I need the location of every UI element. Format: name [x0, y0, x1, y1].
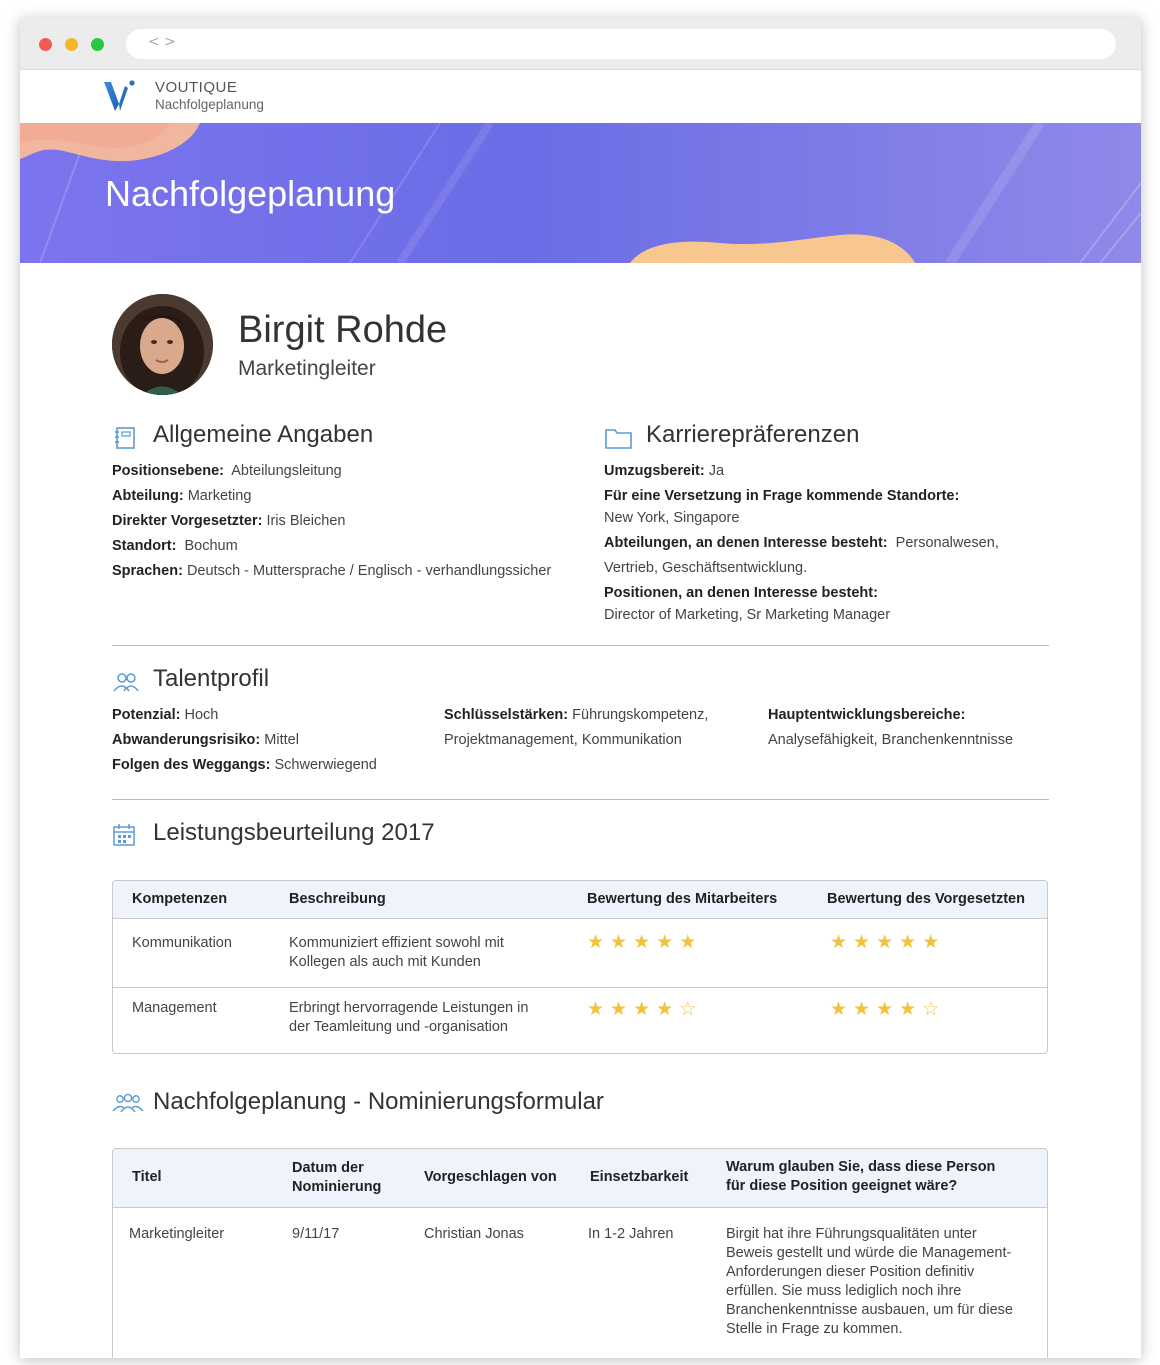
- field-attrition-risk: Abwanderungsrisiko: Mittel: [112, 732, 299, 748]
- close-window-button[interactable]: [39, 38, 52, 51]
- star-filled-icon: ★: [610, 931, 628, 953]
- employee-name: Birgit Rohde: [238, 309, 448, 351]
- field-development-label: Hauptentwicklungsbereiche:: [768, 707, 966, 723]
- star-filled-icon: ★: [830, 998, 848, 1020]
- description-cell: Kommuniziert effizient sowohl mit: [289, 935, 504, 951]
- nomination-readiness-cell: In 1-2 Jahren: [588, 1226, 674, 1242]
- field-relocation: Umzugsbereit: Ja: [604, 463, 725, 479]
- column-header-date: Datum der: [292, 1160, 364, 1176]
- address-bar[interactable]: [126, 29, 1116, 59]
- competency-cell: Kommunikation: [132, 935, 232, 951]
- nomination-table: [112, 1148, 1048, 1358]
- star-filled-icon: ★: [656, 998, 674, 1020]
- star-filled-icon: ★: [610, 998, 628, 1020]
- field-positions-value: Director of Marketing, Sr Marketing Manager: [604, 607, 891, 623]
- employee-rating-stars: [587, 933, 696, 952]
- profile-photo: [112, 294, 213, 395]
- field-position-level: Positionsebene: Abteilungsleitung: [112, 463, 342, 479]
- star-empty-icon: ☆: [679, 998, 697, 1020]
- star-filled-icon: ★: [633, 931, 651, 953]
- field-potential: Potenzial: Hoch: [112, 707, 219, 723]
- performance-review-heading: Leistungsbeurteilung 2017: [153, 819, 435, 846]
- star-filled-icon: ★: [679, 931, 697, 953]
- talent-profile-heading: Talentprofil: [153, 665, 270, 692]
- star-filled-icon: ★: [587, 931, 605, 953]
- column-header-reason: Warum glauben Sie, dass diese Person: [726, 1159, 996, 1175]
- brand-header: [20, 70, 1141, 123]
- field-locations-value: New York, Singapore: [604, 510, 740, 526]
- field-impact-of-loss: Folgen des Weggangs: Schwerwiegend: [112, 757, 377, 773]
- field-locations-label: Für eine Versetzung in Frage kommende Standorte:: [604, 488, 960, 504]
- page-banner: [20, 123, 1141, 263]
- table-row: [113, 987, 1047, 1053]
- team-icon: [112, 1090, 144, 1116]
- browser-chrome: [20, 18, 1141, 70]
- nomination-title-cell: Marketingleiter: [129, 1226, 225, 1242]
- description-cell: Kollegen als auch mit Kunden: [289, 954, 481, 970]
- star-empty-icon: ☆: [922, 998, 940, 1020]
- table-row: [113, 919, 1047, 987]
- column-header-date: Nominierung: [292, 1179, 382, 1195]
- field-supervisor: Direkter Vorgesetzter: Iris Bleichen: [112, 513, 346, 529]
- star-filled-icon: ★: [899, 931, 917, 953]
- brand-name: VOUTIQUE: [155, 79, 238, 96]
- table-header: [113, 881, 1047, 919]
- career-preferences-heading: Karrierepräferenzen: [646, 421, 860, 448]
- employee-role: Marketingleiter: [238, 357, 376, 380]
- table-row: [113, 1208, 1047, 1358]
- competency-cell: Management: [132, 1000, 217, 1016]
- nomination-form-heading: Nachfolgeplanung - Nominierungsformular: [153, 1088, 604, 1115]
- star-filled-icon: ★: [830, 931, 848, 953]
- field-development-value: Analysefähigkeit, Branchenkenntnisse: [768, 732, 1014, 748]
- field-location: Standort: Bochum: [112, 538, 238, 554]
- star-filled-icon: ★: [876, 931, 894, 953]
- manager-rating-stars: [830, 1000, 939, 1019]
- description-cell: der Teamleitung und -organisation: [289, 1019, 508, 1035]
- star-filled-icon: ★: [633, 998, 651, 1020]
- field-departments: Abteilungen, an denen Interesse besteht: Personalwesen,: [604, 535, 999, 551]
- talent-development-fields: [768, 703, 1013, 753]
- column-header-title: Titel: [132, 1169, 162, 1185]
- star-filled-icon: ★: [876, 998, 894, 1020]
- column-header-readiness: Einsetzbarkeit: [590, 1169, 689, 1185]
- star-filled-icon: ★: [656, 931, 674, 953]
- notebook-icon: [112, 425, 138, 451]
- field-department: Abteilung: Marketing: [112, 488, 252, 504]
- column-header-employee-rating: Bewertung des Mitarbeiters: [587, 891, 778, 907]
- general-info-heading: Allgemeine Angaben: [153, 421, 374, 448]
- star-filled-icon: ★: [899, 998, 917, 1020]
- avatar: [112, 294, 213, 395]
- star-filled-icon: ★: [853, 931, 871, 953]
- section-divider: [112, 645, 1049, 646]
- column-header-reason: für diese Position geeignet wäre?: [726, 1178, 958, 1194]
- folder-icon: [604, 425, 634, 451]
- voutique-logo-icon[interactable]: [102, 78, 136, 112]
- performance-review-table: [112, 880, 1048, 1054]
- field-positions-label: Positionen, an denen Interesse besteht:: [604, 585, 878, 601]
- field-key-strengths-cont: Projektmanagement, Kommunikation: [444, 732, 682, 748]
- brand-subtitle: Nachfolgeplanung: [155, 97, 264, 112]
- people-icon: [112, 669, 140, 695]
- general-info-fields: [112, 459, 551, 584]
- section-divider: [112, 799, 1049, 800]
- nomination-reason-cell: Birgit hat ihre Führungsqualitäten unter Beweis gestellt und würde die Management- Anforderungen dieser Position definitiv erfüllen. Sie muss lediglich noch ihre Branchenkenntnisse ausbauen, um für diese Stelle in Frage zu kommen.: [726, 1226, 1013, 1337]
- career-preferences-fields: [604, 459, 1034, 625]
- field-departments-cont: Vertrieb, Geschäftsentwicklung.: [604, 560, 808, 576]
- description-cell: Erbringt hervorragende Leistungen in: [289, 1000, 529, 1016]
- star-filled-icon: ★: [587, 998, 605, 1020]
- minimize-window-button[interactable]: [65, 38, 78, 51]
- employee-rating-stars: [587, 1000, 696, 1019]
- talent-risk-fields: [112, 703, 377, 778]
- column-header-description: Beschreibung: [289, 891, 386, 907]
- calendar-icon: [112, 822, 138, 848]
- nomination-date-cell: 9/11/17: [292, 1226, 340, 1242]
- browser-window: [20, 18, 1141, 1358]
- page-title: Nachfolgeplanung: [105, 173, 396, 214]
- column-header-manager-rating: Bewertung des Vorgesetzten: [827, 891, 1025, 907]
- table-header: [113, 1149, 1047, 1208]
- field-languages: Sprachen: Deutsch - Muttersprache / Englisch - verhandlungssicher: [112, 563, 552, 579]
- star-filled-icon: ★: [922, 931, 940, 953]
- field-key-strengths: Schlüsselstärken: Führungskompetenz,: [444, 707, 709, 723]
- maximize-window-button[interactable]: [91, 38, 104, 51]
- manager-rating-stars: [830, 933, 939, 952]
- talent-strengths-fields: [444, 703, 708, 753]
- column-header-competencies: Kompetenzen: [132, 891, 228, 907]
- back-forward-icon[interactable]: < >: [148, 34, 176, 50]
- column-header-proposed-by: Vorgeschlagen von: [424, 1169, 557, 1185]
- nomination-proposed-by-cell: Christian Jonas: [424, 1226, 524, 1242]
- star-filled-icon: ★: [853, 998, 871, 1020]
